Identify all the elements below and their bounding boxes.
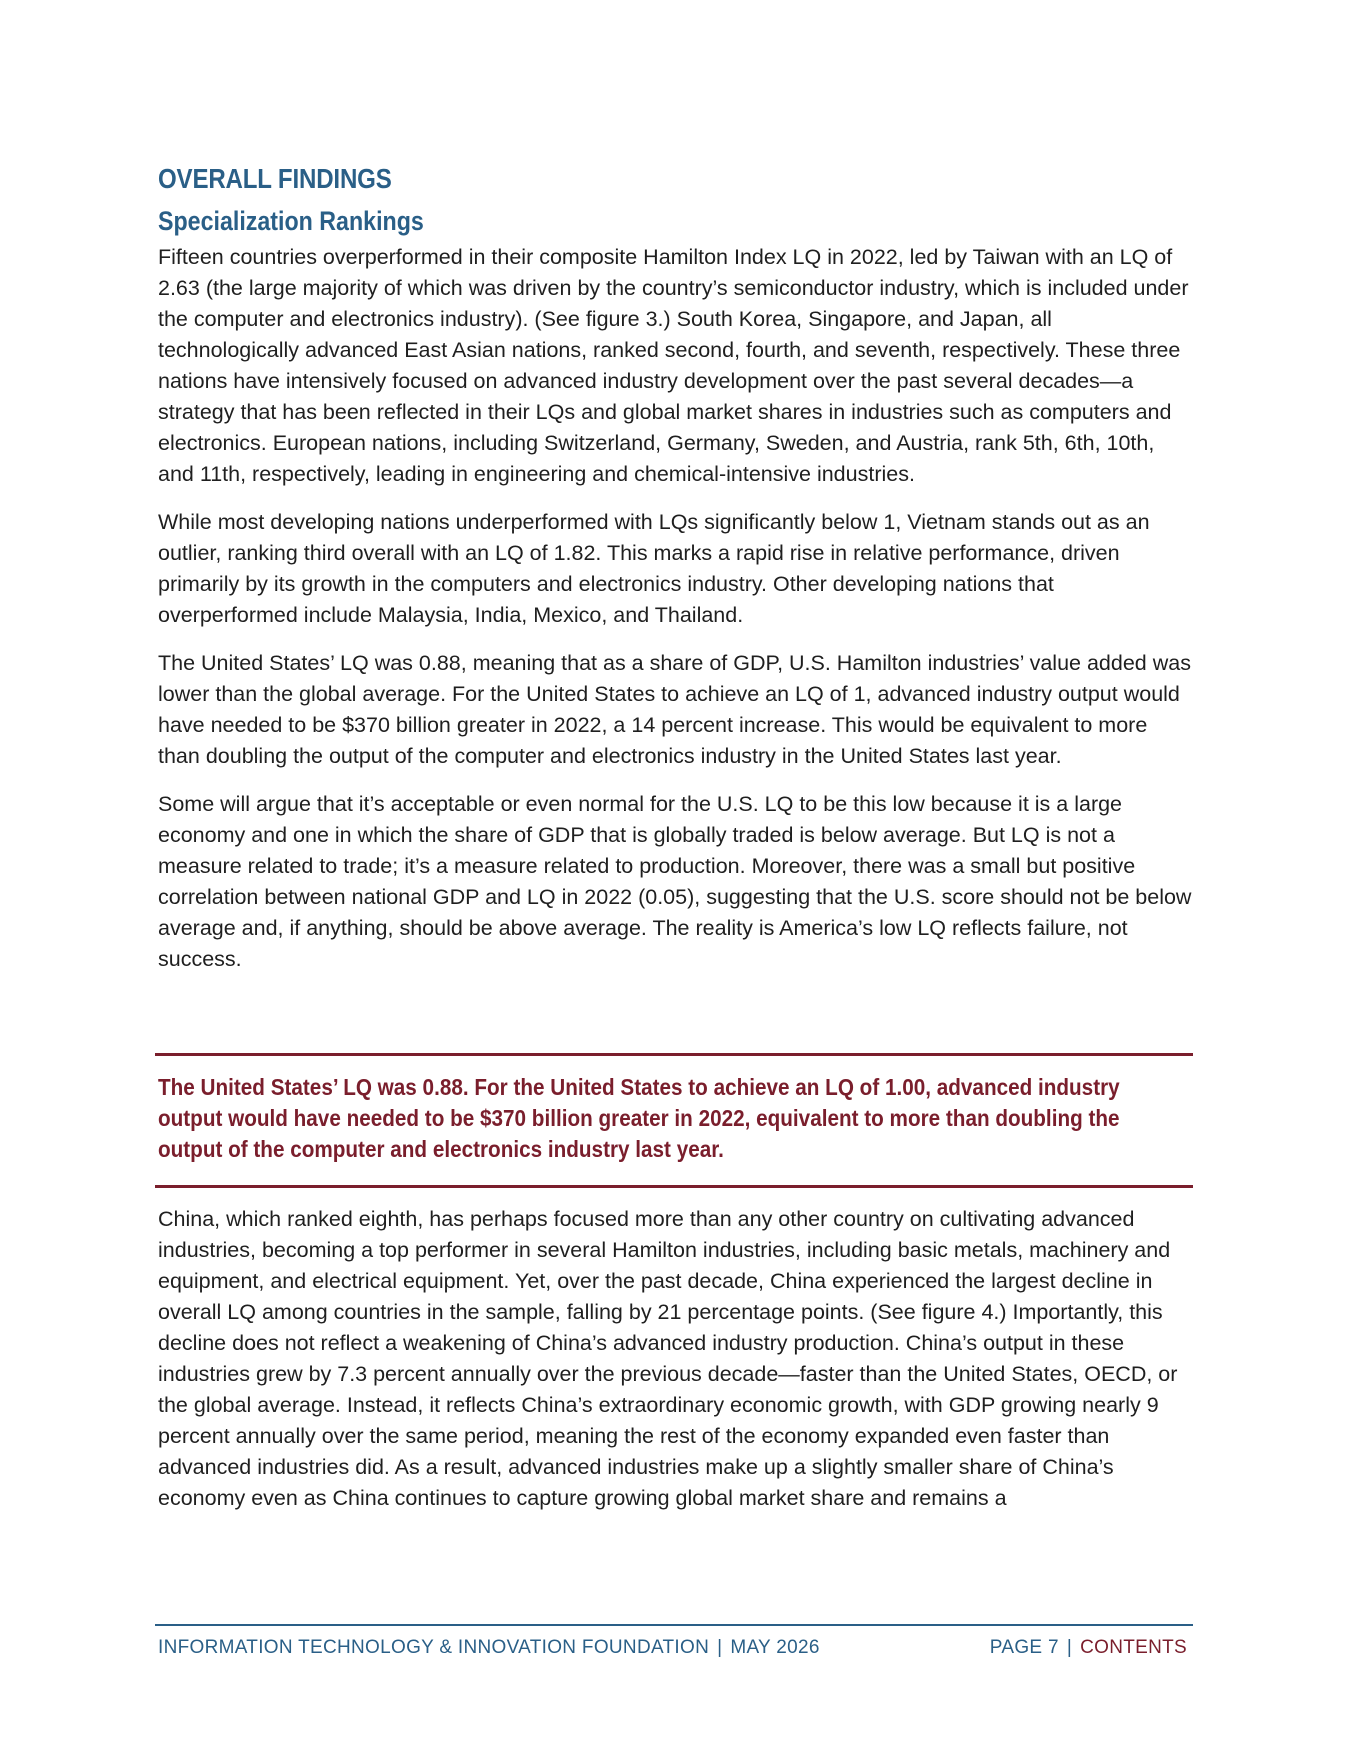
footer-separator: | [717, 1637, 723, 1658]
subsection-heading: Specialization Rankings [158, 206, 424, 236]
footer-divider [155, 1624, 1193, 1626]
paragraph-5: China, which ranked eighth, has perhaps focused more than any other country on cultivating advanced industries, becoming a top performer in several Hamilton industries, including basic metals, machinery and equipment, and electrical equipment. Yet, over the past decade, China experienced the largest decline in overall LQ among countries in the sample, falling by 21 percentage points. (See figure 4.) Importantly, this decline does not reflect a weakening of China’s advanced industry production. China’s output in these industries grew by 7.3 percent annually over the previous decade—faster than the United States, OECD, or the global average. Instead, it reflects China’s extraordinary economic growth, with GDP growing nearly 9 percent annually over the same period, meaning the rest of the economy expanded even faster than advanced industries did. As a result, advanced industries make up a slightly smaller share of China’s economy even as China continues to capture growing global market share and remains a [158, 1207, 1178, 1510]
footer-date: MAY 2026 [730, 1637, 820, 1658]
footer-organization [158, 1637, 820, 1659]
footer-org-name: INFORMATION TECHNOLOGY & INNOVATION FOUNDATION [158, 1637, 710, 1658]
paragraph-2: While most developing nations underperformed with LQs significantly below 1, Vietnam stands out as an outlier, ranking third overall with an LQ of 1.82. This marks a rapid rise in relative performance, driven primarily by its growth in the computers and electronics industry. Other developing nations that overperformed include Malaysia, India, Mexico, and Thailand. [158, 510, 1150, 627]
continued-content [158, 1204, 1194, 1531]
paragraph-4: Some will argue that it’s acceptable or even normal for the U.S. LQ to be this low because it is a large economy and one in which the share of GDP that is globally traded is below average. But LQ is not a measure related to trade; it’s a measure related to production. Moreover, there was a small but positive correlation between national GDP and LQ in 2022 (0.05), suggesting that the U.S. score should not be below average and, if anything, should be above average. The reality is America’s low LQ reflects failure, not success. [158, 792, 1192, 971]
pull-quote-text: The United States’ LQ was 0.88. For the United States to achieve an LQ of 1.00, advanced industry output would have needed to be $370 billion greater in 2022, equivalent to more than doubling the output of the computer and electronics industry last year. [158, 1074, 1120, 1162]
page-number: PAGE 7 [989, 1637, 1059, 1658]
contents-link[interactable]: CONTENTS [1080, 1637, 1187, 1658]
paragraph-1: Fifteen countries overperformed in their composite Hamilton Index LQ in 2022, led by Taiwan with an LQ of 2.63 (the large majority of which was driven by the country’s semiconductor industry, which is included under the computer and electronics industry). (See figure 3.) South Korea, Singapore, and Japan, all technologically advanced East Asian nations, ranked second, fourth, and seventh, respectively. These three nations have intensively focused on advanced industry development over the past several decades—a strategy that has been reflected in their LQs and global market shares in industries such as computers and electronics. European nations, including Switzerland, Germany, Sweden, and Austria, rank 5th, 6th, 10th, and 11th, respectively, leading in engineering and chemical-intensive industries. [158, 245, 1189, 486]
section-heading: OVERALL FINDINGS [158, 163, 392, 194]
main-content [158, 158, 1194, 992]
footer-separator-2: | [1066, 1637, 1073, 1658]
paragraph-3: The United States’ LQ was 0.88, meaning that as a share of GDP, U.S. Hamilton industries’ value added was lower than the global average. For the United States to achieve an LQ of 1, advanced industry output would have needed to be $370 billion greater in 2022, a 14 percent increase. This would be equivalent to more than doubling the output of the computer and electronics industry in the United States last year. [158, 651, 1191, 768]
pull-quote-callout [155, 1053, 1193, 1188]
footer-navigation [990, 1637, 1187, 1659]
